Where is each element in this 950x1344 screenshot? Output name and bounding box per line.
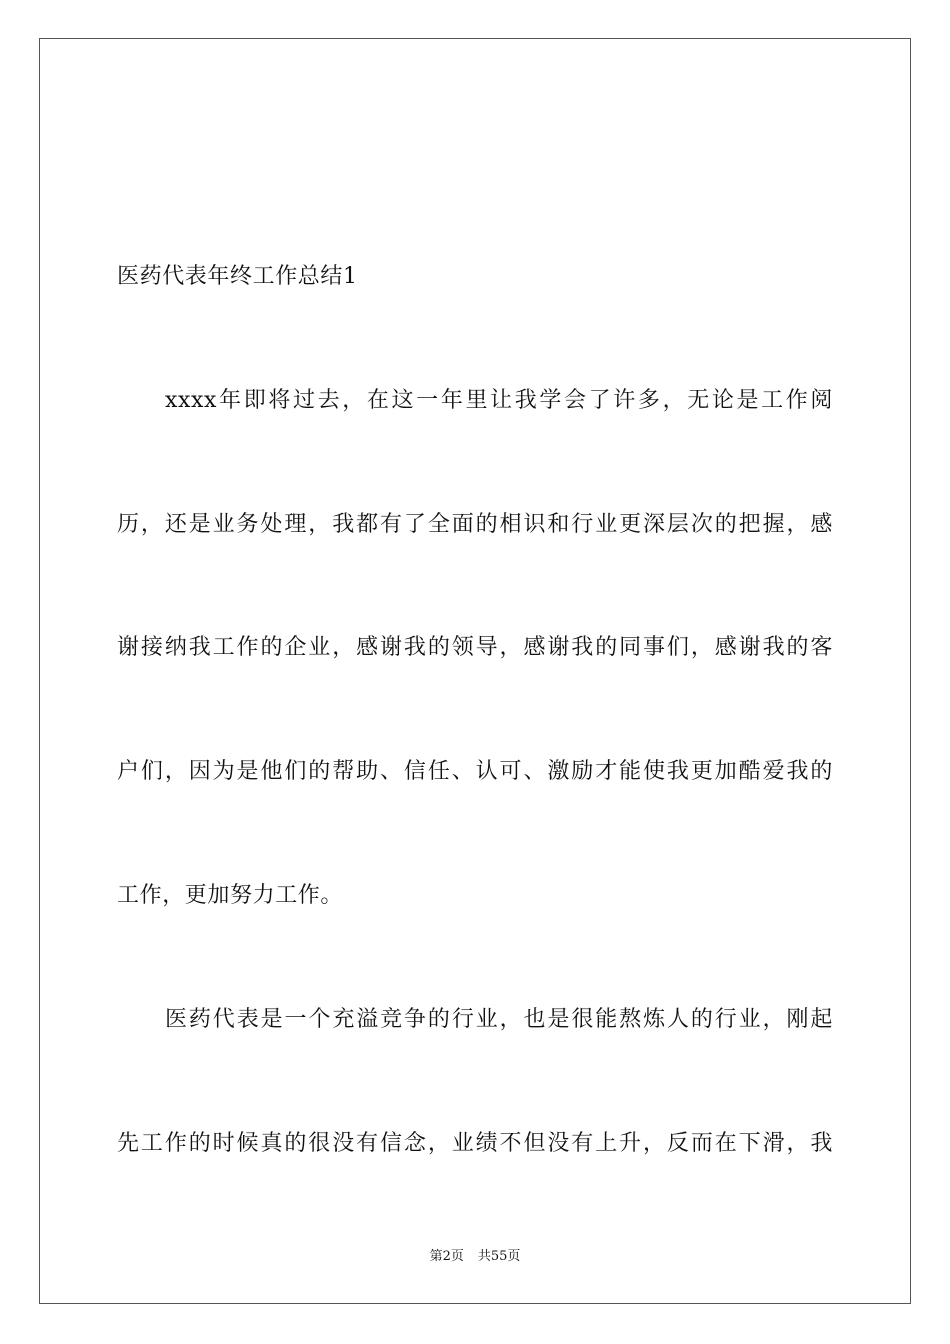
paragraph-1-line-3: 谢接纳我工作的企业，感谢我的领导，感谢我的同事们，感谢我的客: [117, 635, 833, 660]
page-frame: [39, 38, 911, 1304]
paragraph-2-line-1: 医药代表是一个充溢竞争的行业，也是很能熬炼人的行业，刚起: [165, 1007, 833, 1032]
paragraph-1-line-1: xxxx年即将过去，在这一年里让我学会了许多，无论是工作阅: [165, 388, 833, 413]
paragraph-1-line-2: 历，还是业务处理，我都有了全面的相识和行业更深层次的把握，感: [117, 512, 833, 537]
paragraph-1-line-5: 工作，更加努力工作。: [117, 883, 344, 908]
page-number: 第2页: [429, 1249, 464, 1264]
page-total: 共55页: [477, 1249, 521, 1264]
paragraph-2-line-2: 先工作的时候真的很没有信念，业绩不但没有上升，反而在下滑，我: [117, 1131, 833, 1156]
paragraph-1-line-4: 户们，因为是他们的帮助、信任、认可、激励才能使我更加酷爱我的: [117, 759, 833, 784]
document-title: 医药代表年终工作总结1: [117, 264, 358, 289]
page-footer: [0, 1248, 950, 1266]
